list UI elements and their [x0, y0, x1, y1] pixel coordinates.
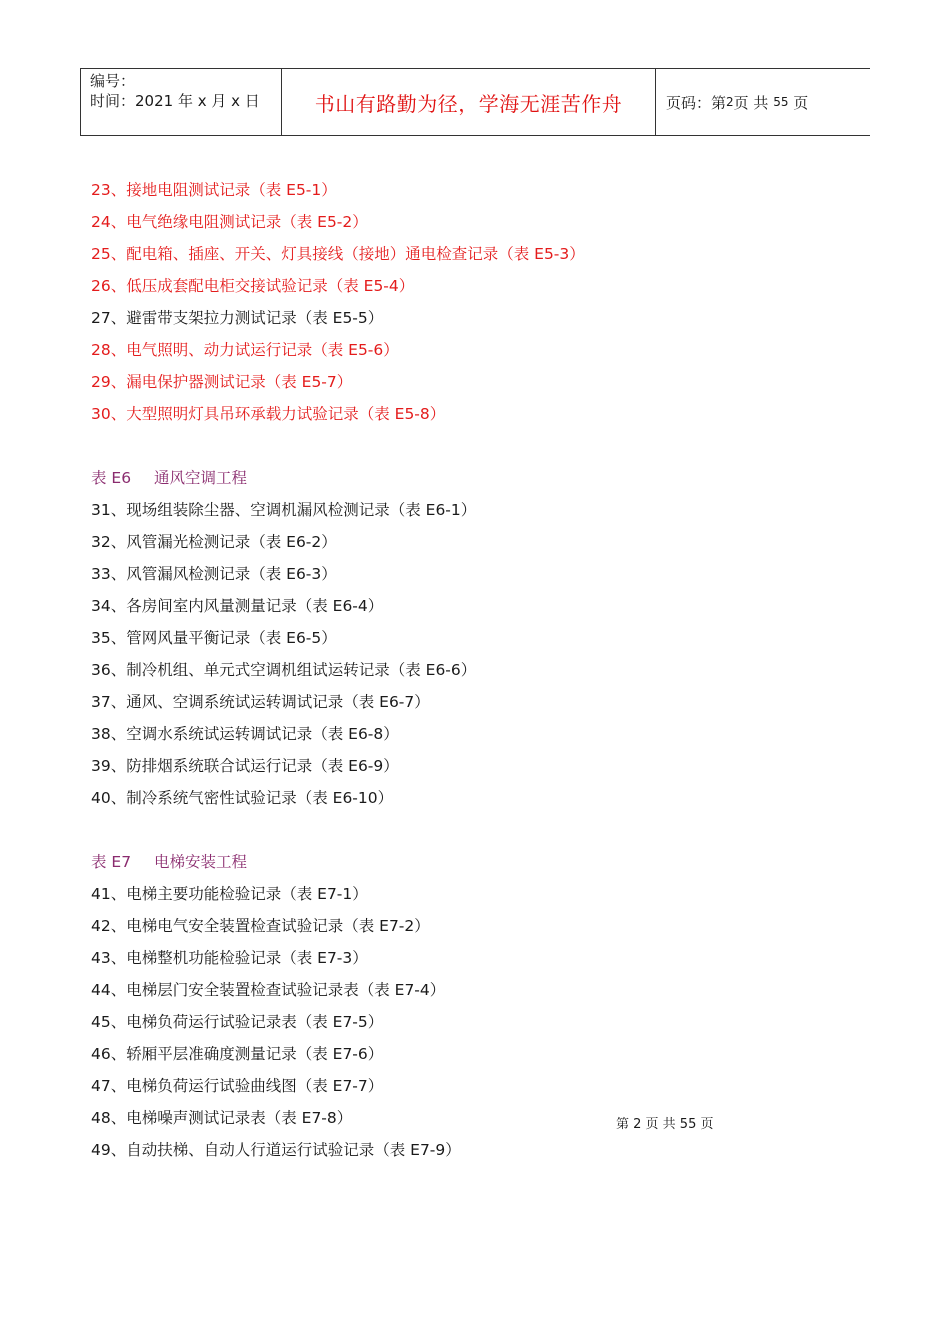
- section-heading: [91, 462, 791, 494]
- record-list-item: 38、空调水系统试运转调试记录（表 E6-8）: [91, 725, 399, 743]
- section-code: 表 E6: [91, 469, 132, 487]
- record-list-item: 34、各房间室内风量测量记录（表 E6-4）: [91, 597, 384, 615]
- record-list-item: 46、轿厢平层准确度测量记录（表 E7-6）: [91, 1045, 384, 1063]
- motto-cell: [282, 69, 656, 135]
- record-list-item: 39、防排烟系统联合试运行记录（表 E6-9）: [91, 757, 399, 775]
- page-total: 55: [773, 95, 789, 109]
- record-list-item: 30、大型照明灯具吊环承载力试验记录（表 E5-8）: [91, 405, 446, 423]
- header-table: [80, 68, 870, 136]
- record-list-item: 43、电梯整机功能检验记录（表 E7-3）: [91, 949, 368, 967]
- section-code: 表 E7: [91, 853, 132, 871]
- record-list-item: 47、电梯负荷运行试验曲线图（表 E7-7）: [91, 1077, 384, 1095]
- record-list-item: 36、制冷机组、单元式空调机组试运转记录（表 E6-6）: [91, 661, 477, 679]
- section-title: 通风空调工程: [154, 469, 248, 487]
- footer-page-number: 第 2 页 共 55 页: [616, 1117, 714, 1132]
- record-list-item: 25、配电箱、插座、开关、灯具接线（接地）通电检查记录（表 E5-3）: [91, 245, 585, 263]
- page-number-cell: [656, 69, 870, 135]
- record-list-item: 48、电梯噪声测试记录表（表 E7-8）: [91, 1109, 353, 1127]
- page-prefix: 页码：第: [666, 93, 727, 112]
- record-list-item: 42、电梯电气安全装置检查试验记录（表 E7-2）: [91, 917, 430, 935]
- record-list-item: 27、避雷带支架拉力测试记录（表 E5-5）: [91, 309, 384, 327]
- record-list-item: 26、低压成套配电柜交接试验记录（表 E5-4）: [91, 277, 415, 295]
- record-list-item: 41、电梯主要功能检验记录（表 E7-1）: [91, 885, 368, 903]
- record-list-item: 40、制冷系统气密性试验记录（表 E6-10）: [91, 789, 394, 807]
- record-list-item: 32、风管漏光检测记录（表 E6-2）: [91, 533, 337, 551]
- motto-text: 书山有路勤为径，学海无涯苦作舟: [314, 91, 623, 116]
- serial-number-label: 编号：: [90, 72, 136, 90]
- record-list-item: 44、电梯层门安全装置检查试验记录表（表 E7-4）: [91, 981, 446, 999]
- record-list-item: 28、电气照明、动力试运行记录（表 E5-6）: [91, 341, 399, 359]
- page-current: 2: [726, 95, 734, 109]
- page-suffix: 页: [793, 93, 809, 112]
- record-list-item: 23、接地电阻测试记录（表 E5-1）: [91, 181, 337, 199]
- record-list-item: 31、现场组装除尘器、空调机漏风检测记录（表 E6-1）: [91, 501, 477, 519]
- record-list-item: 35、管网风量平衡记录（表 E6-5）: [91, 629, 337, 647]
- record-list-item: 33、风管漏风检测记录（表 E6-3）: [91, 565, 337, 583]
- record-list-item: 49、自动扶梯、自动人行道运行试验记录（表 E7-9）: [91, 1141, 461, 1159]
- section-title: 电梯安装工程: [154, 853, 248, 871]
- date-label: 时间：2021 年 x 月 x 日: [90, 92, 260, 110]
- record-list-item: 45、电梯负荷运行试验记录表（表 E7-5）: [91, 1013, 384, 1031]
- record-list: [91, 174, 791, 1166]
- record-list-item: 24、电气绝缘电阻测试记录（表 E5-2）: [91, 213, 368, 231]
- page-mid: 页 共: [733, 93, 769, 112]
- record-list-item: 29、漏电保护器测试记录（表 E5-7）: [91, 373, 353, 391]
- record-list-item: 37、通风、空调系统试运转调试记录（表 E6-7）: [91, 693, 430, 711]
- section-heading: [91, 846, 791, 878]
- header-meta-cell: [81, 69, 282, 135]
